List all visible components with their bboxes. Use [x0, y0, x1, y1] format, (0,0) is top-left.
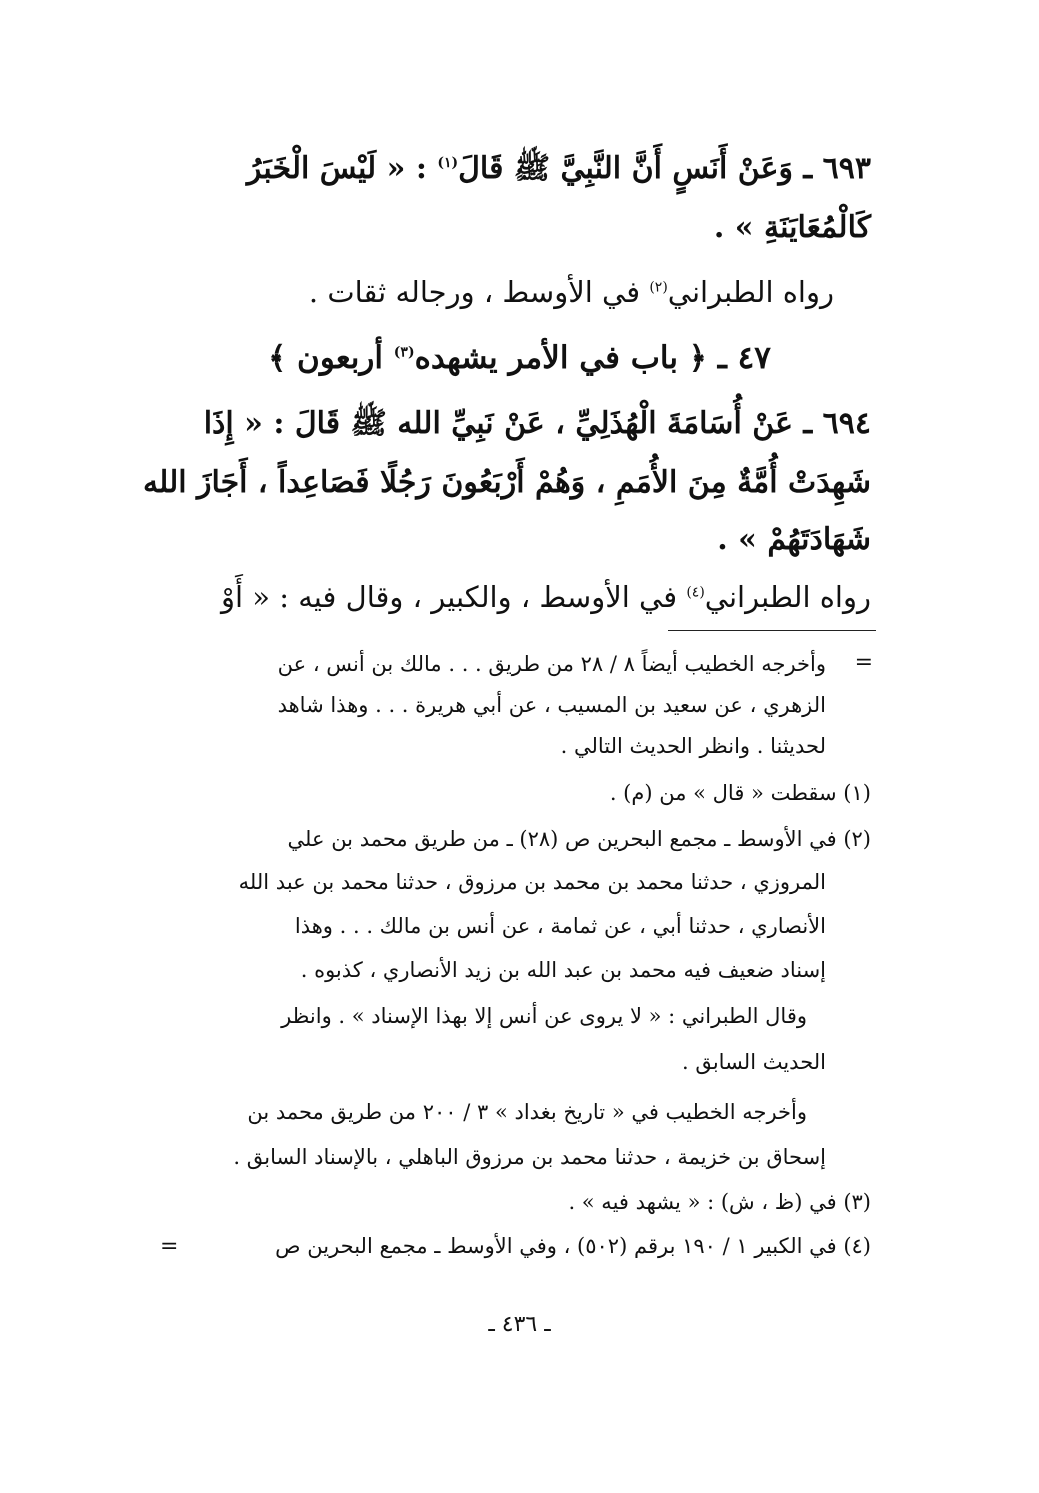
- footnote-3: (٣) في (ظ ، ش) : « يشهد فيه » .: [568, 1190, 871, 1214]
- footnote-line: الزهري ، عن سعيد بن المسيب ، عن أبي هريرة . . . وهذا شاهد: [277, 693, 826, 717]
- footnote-separator: [668, 630, 876, 631]
- page-number: ـ ٤٣٦ ـ: [488, 1312, 551, 1337]
- footnote-line: المروزي ، حدثنا محمد بن محمد بن مرزوق ، حدثنا محمد بن عبد الله: [238, 870, 826, 894]
- footnote-line: الحديث السابق .: [681, 1050, 826, 1074]
- footnote-line: الأنصاري ، حدثنا أبي ، عن ثمامة ، عن أنس بن مالك . . . وهذا: [294, 914, 826, 938]
- footnote-line: وأخرجه الخطيب أيضاً ٨ / ٢٨ من طريق . . . مالك بن أنس ، عن: [277, 652, 826, 676]
- footnote-line: وقال الطبراني : « لا يروى عن أنس إلا بهذا الإسناد » . وانظر: [281, 1004, 807, 1028]
- footnote-line: لحديثنا . وانظر الحديث التالي .: [560, 734, 826, 758]
- footnote-ref-3: (٣): [393, 344, 415, 361]
- footnote-line: إسناد ضعيف فيه محمد بن عبد الله بن زيد الأنصاري ، كذبوه .: [300, 958, 826, 982]
- hadith-693-line-1: ٦٩٣ ـ وَعَنْ أَنَسٍ أَنَّ النَّبِيَّ ﷺ قَالَ$^{(١)}$ : « لَيْسَ الْخَبَرُ: [246, 151, 871, 186]
- footnote-ref-4: (٤): [686, 584, 705, 601]
- footnote-2: (٢) في الأوسط ـ مجمع البحرين ص (٢٨) ـ من طريق محمد بن علي: [287, 827, 871, 851]
- hadith-693-line-2: كَالْمُعَايَنَةِ » .: [713, 210, 871, 245]
- continuation-mark: =: [160, 1234, 179, 1259]
- footnote-4: (٤) في الكبير ١ / ١٩٠ برقم (٥٠٢) ، وفي الأوسط ـ مجمع البحرين ص: [275, 1234, 871, 1258]
- narration-line: رواه الطبراني$^{(٢)}$ في الأوسط ، ورجاله ثقات .: [308, 275, 834, 309]
- footnote-line: إسحاق بن خزيمة ، حدثنا محمد بن مرزوق الباهلي ، بالإسناد السابق .: [233, 1145, 826, 1169]
- footnote-ref-2: (٢): [649, 279, 668, 296]
- hadith-694-line-1: ٦٩٤ ـ عَنْ أُسَامَةَ الْهُذَلِيِّ ، عَنْ نَبِيِّ الله ﷺ قَالَ : « إِذَا: [203, 406, 871, 441]
- chapter-heading: ٤٧ ـ ﴿ باب في الأمر يشهده$^{(٣)}$ أربعون ﴾: [268, 340, 771, 376]
- hadith-694-line-3: شَهَادَتَهُمْ » .: [717, 522, 871, 557]
- hadith-694-line-2: شَهِدَتْ أُمَّةٌ مِنَ الأُمَمِ ، وَهُمْ أَرْبَعُونَ رَجُلًا فَصَاعِداً ، أَجَازَ الله: [143, 465, 871, 500]
- continuation-mark: =: [854, 650, 873, 675]
- footnote-1: (١) سقطت « قال » من (م) .: [609, 781, 871, 805]
- footnote-ref-1: (١): [437, 155, 459, 171]
- footnote-line: وأخرجه الخطيب في « تاريخ بغداد » ٣ / ٢٠٠ من طريق محمد بن: [247, 1100, 807, 1124]
- narration-line: رواه الطبراني$^{(٤)}$ في الأوسط ، والكبير ، وقال فيه : « أَوْ: [221, 580, 871, 614]
